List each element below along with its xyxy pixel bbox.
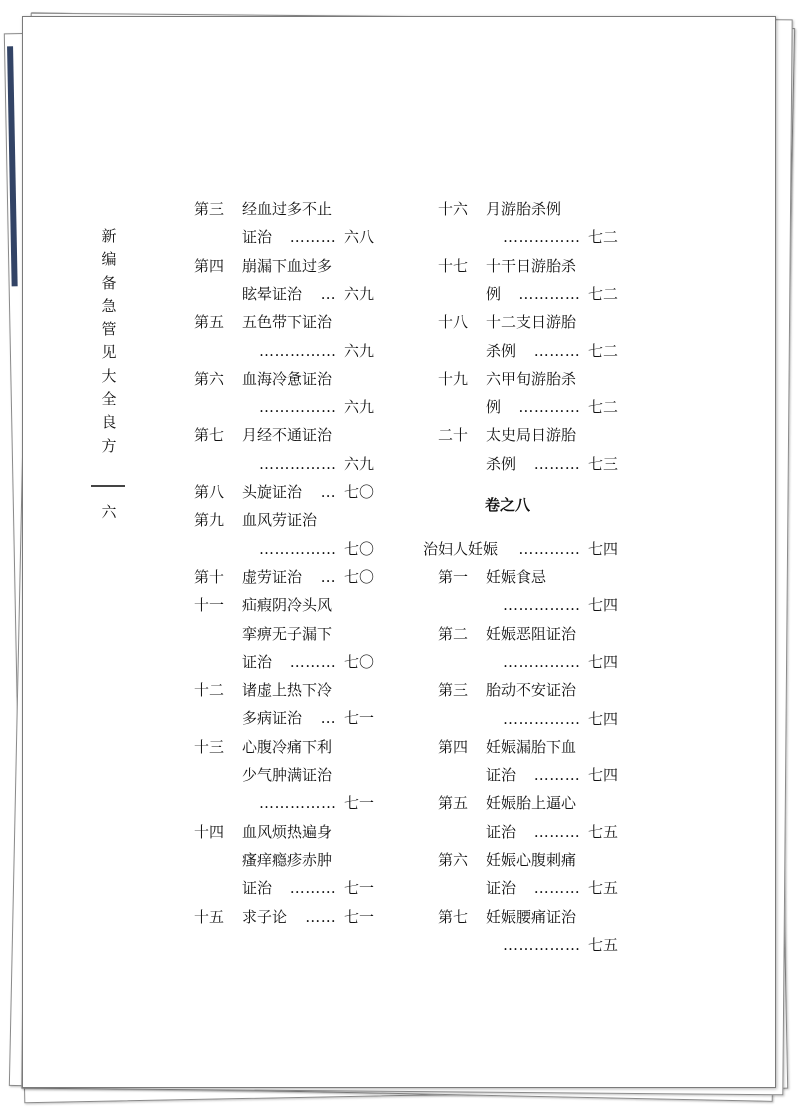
chapter-title: 治妇人妊娠 — [423, 540, 499, 558]
toc-entry-line — [194, 676, 384, 704]
entry-number: 十八 — [438, 313, 469, 332]
entry-title: 胎动不安证治 — [486, 681, 577, 700]
leader-dots: …………… — [503, 709, 581, 728]
entry-page-number: 七四 — [588, 652, 619, 671]
entry-page-number: 七〇 — [344, 483, 375, 501]
title-character: 见 — [101, 343, 117, 362]
entry-number: 十九 — [438, 369, 469, 388]
entry-page-number: 七〇 — [344, 539, 375, 558]
entry-number: 第四 — [438, 737, 469, 756]
entry-title: 妊娠心腹刺痛 — [486, 851, 577, 869]
leader-dots: …………… — [259, 341, 337, 360]
leader-dots: ………… — [518, 284, 581, 303]
chapter-entry — [423, 535, 628, 563]
entry-title: 血海冷惫证治 — [242, 369, 333, 388]
leader-dots: ……… — [533, 454, 581, 473]
toc-entry-line — [194, 648, 384, 676]
entry-title: 少气肿满证治 — [242, 766, 333, 784]
toc-entry-line — [194, 252, 384, 280]
entry-page-number: 七四 — [588, 766, 619, 785]
entry-title: 多病证治 — [242, 709, 303, 728]
entry-number: 第五 — [194, 313, 225, 332]
leader-dots: … — [320, 709, 337, 728]
toc-entry-line — [438, 591, 628, 619]
toc-entry-line — [438, 874, 628, 902]
entry-page-number: 七一 — [344, 709, 375, 728]
entry-title: 疝瘕阴冷头风 — [242, 596, 333, 615]
entry-number: 第十 — [194, 567, 225, 586]
leader-dots: ………… — [518, 540, 581, 558]
toc-entry-line — [438, 620, 628, 648]
entry-title: 月经不通证治 — [242, 426, 333, 445]
leader-dots: …………… — [259, 398, 337, 417]
entry-page-number: 七四 — [588, 709, 619, 728]
entry-title: 妊娠腰痛证治 — [486, 907, 577, 926]
leader-dots: …………… — [503, 935, 581, 954]
leader-dots: … — [320, 284, 337, 303]
title-character: 大 — [101, 366, 117, 385]
toc-entry-line — [194, 846, 384, 874]
entry-number: 第四 — [194, 256, 225, 275]
entry-title: 崩漏下血过多 — [242, 256, 333, 275]
title-character: 备 — [101, 273, 117, 292]
entry-title: 十二支日游胎 — [486, 313, 577, 332]
toc-entry-line — [438, 421, 628, 449]
entry-title: 例 — [486, 284, 502, 303]
leader-dots: …………… — [503, 652, 581, 671]
leader-dots: … — [320, 483, 337, 501]
leader-dots: ……… — [533, 341, 581, 360]
leader-dots: …………… — [259, 539, 337, 558]
page-number: 六 — [101, 503, 117, 521]
entry-title: 例 — [486, 398, 502, 417]
entry-page-number: 七〇 — [344, 567, 375, 586]
toc-entry-line — [194, 704, 384, 732]
entry-title: 经血过多不止 — [242, 200, 333, 218]
toc-entry-line — [438, 846, 628, 874]
entry-number: 第七 — [194, 426, 225, 445]
entry-page-number: 六八 — [344, 228, 375, 247]
entry-title: 妊娠食忌 — [486, 568, 547, 586]
toc-entry-line — [194, 591, 384, 619]
entry-title: 虚劳证治 — [242, 567, 303, 586]
toc-entry-line — [438, 761, 628, 789]
leader-dots: ……… — [533, 822, 581, 841]
toc-entry-line — [438, 337, 628, 365]
toc-entry-line — [438, 818, 628, 846]
toc-entry-line — [194, 761, 384, 789]
title-character: 全 — [101, 390, 117, 409]
toc-entry-line — [194, 620, 384, 648]
entry-number: 第三 — [438, 681, 469, 700]
toc-entry-line — [438, 223, 628, 251]
entry-title: 证治 — [486, 822, 517, 841]
entry-title: 头旋证治 — [242, 483, 303, 501]
entry-page-number: 七四 — [588, 596, 619, 615]
entry-title: 挛痹无子漏下 — [242, 624, 333, 643]
entry-page-number: 七一 — [344, 794, 375, 813]
toc-entry-line — [438, 252, 628, 280]
running-book-title — [95, 225, 123, 458]
toc-entry-line — [194, 874, 384, 902]
entry-number: 十一 — [194, 596, 225, 615]
entry-number: 十四 — [194, 822, 225, 841]
leader-dots: …………… — [503, 228, 581, 247]
entry-number: 第六 — [194, 369, 225, 388]
entry-number: 十二 — [194, 681, 225, 700]
toc-entry-line — [438, 676, 628, 704]
leader-dots: …………… — [259, 454, 337, 473]
entry-title: 妊娠恶阻证治 — [486, 624, 577, 643]
entry-title: 心腹冷痛下利 — [242, 737, 333, 756]
toc-entry-line — [194, 789, 384, 817]
toc-entry-line — [194, 506, 384, 534]
entry-title: 求子论 — [242, 907, 288, 926]
title-character: 管 — [101, 320, 117, 339]
entry-title: 证治 — [242, 652, 273, 671]
entry-title: 月游胎杀例 — [486, 200, 562, 218]
toc-entry-line — [438, 365, 628, 393]
toc-entry-line — [194, 421, 384, 449]
toc-entry-line — [194, 733, 384, 761]
entry-title: 妊娠胎上逼心 — [486, 794, 577, 813]
entry-page-number: 七二 — [588, 341, 619, 360]
title-character: 新 — [101, 227, 117, 245]
entry-page-number: 七〇 — [344, 652, 375, 671]
toc-entry-line — [194, 280, 384, 308]
entry-number: 第九 — [194, 511, 225, 530]
leader-dots: …………… — [259, 794, 337, 813]
toc-entry-line — [194, 903, 384, 931]
toc-entry-line — [438, 450, 628, 478]
entry-number: 二十 — [438, 426, 469, 445]
entry-title: 十干日游胎杀 — [486, 256, 577, 275]
toc-entry-line — [438, 393, 628, 421]
toc-entry-line — [194, 337, 384, 365]
toc-entry-line — [438, 308, 628, 336]
leader-dots: … — [320, 567, 337, 586]
leader-dots: ……… — [533, 879, 581, 898]
entry-title: 眩晕证治 — [242, 284, 303, 303]
entry-title: 杀例 — [486, 341, 517, 360]
leader-dots: …… — [305, 907, 337, 926]
entry-title: 五色带下证治 — [242, 313, 333, 332]
leader-dots: ……… — [533, 766, 581, 785]
entry-number: 第六 — [438, 851, 469, 869]
toc-entry-line — [194, 308, 384, 336]
entry-number: 第七 — [438, 907, 469, 926]
toc-entry-line — [194, 535, 384, 563]
toc-entry-line — [194, 818, 384, 846]
leader-dots: ……… — [289, 228, 337, 247]
entry-number: 第五 — [438, 794, 469, 813]
toc-entry-line — [194, 195, 384, 223]
volume-heading: 卷之八 — [485, 496, 531, 514]
title-character: 方 — [101, 436, 117, 455]
toc-entry-line — [438, 903, 628, 931]
entry-title: 血风劳证治 — [242, 511, 318, 530]
entry-number: 第三 — [194, 200, 225, 218]
entry-number: 十三 — [194, 737, 225, 756]
entry-page-number: 六九 — [344, 284, 375, 303]
entry-title: 证治 — [242, 879, 273, 898]
document-page — [22, 16, 776, 1088]
entry-title: 太史局日游胎 — [486, 426, 577, 445]
entry-title: 妊娠漏胎下血 — [486, 737, 577, 756]
entry-title: 杀例 — [486, 454, 517, 473]
leader-dots: …………… — [503, 596, 581, 615]
leader-dots: ……… — [289, 879, 337, 898]
title-character: 急 — [101, 296, 117, 315]
leader-dots: ………… — [518, 398, 581, 417]
entry-number: 第一 — [438, 568, 469, 586]
title-character: 良 — [101, 413, 117, 432]
entry-page-number: 七五 — [588, 822, 619, 841]
entry-title: 证治 — [486, 879, 517, 898]
entry-page-number: 七五 — [588, 879, 619, 898]
entry-number: 第二 — [438, 624, 469, 643]
entry-title: 瘙痒瘾疹赤肿 — [242, 850, 333, 869]
chapter-page-number: 七四 — [588, 540, 619, 558]
entry-page-number: 七五 — [588, 935, 619, 954]
entry-page-number: 七一 — [344, 907, 375, 926]
entry-number: 十七 — [438, 256, 469, 275]
toc-entry-line — [194, 393, 384, 421]
entry-title: 证治 — [242, 228, 273, 247]
entry-page-number: 七一 — [344, 879, 375, 898]
toc-entry-line — [438, 195, 628, 223]
toc-entry-line — [194, 478, 384, 506]
toc-entry-line — [438, 733, 628, 761]
entry-number: 第八 — [194, 483, 225, 501]
entry-page-number: 七三 — [588, 454, 619, 473]
entry-number: 十五 — [194, 907, 225, 926]
title-character: 编 — [101, 250, 117, 269]
entry-page-number: 七二 — [588, 228, 619, 247]
toc-entry-line — [194, 450, 384, 478]
toc-entry-line — [438, 648, 628, 676]
entry-page-number: 六九 — [344, 341, 375, 360]
entry-title: 证治 — [486, 766, 517, 785]
entry-page-number: 六九 — [344, 398, 375, 417]
toc-entry-line — [438, 280, 628, 308]
entry-title: 诸虚上热下冷 — [242, 681, 333, 700]
toc-entry-line — [194, 365, 384, 393]
leader-dots: ……… — [289, 652, 337, 671]
entry-title: 六甲旬游胎杀 — [486, 369, 577, 388]
entry-page-number: 七二 — [588, 284, 619, 303]
toc-entry-line — [194, 223, 384, 251]
toc-entry-line — [438, 789, 628, 817]
toc-entry-line — [438, 931, 628, 959]
toc-entry-line — [438, 705, 628, 733]
entry-page-number: 七二 — [588, 398, 619, 417]
entry-number: 十六 — [438, 200, 469, 218]
toc-entry-line — [194, 563, 384, 591]
running-title-divider — [91, 485, 125, 487]
entry-title: 血风烦热遍身 — [242, 822, 333, 841]
toc-entry-line — [438, 563, 628, 591]
entry-page-number: 六九 — [344, 454, 375, 473]
